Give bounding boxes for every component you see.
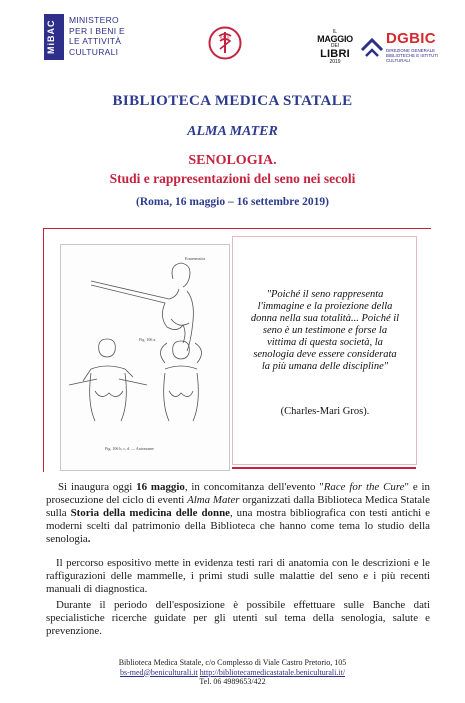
svg-text:B.M.S.: B.M.S. <box>219 35 231 40</box>
footer-address: Biblioteca Medica Statale, c/o Complesso di Viale Castro Pretorio, 105 <box>118 658 347 667</box>
exhibition-dates: (Roma, 16 maggio – 16 settembre 2019) <box>135 196 329 208</box>
exhibition-subtitle: Studi e rappresentazioni del seno nei secoli <box>109 171 356 186</box>
footer-phone: Tel. 06 4989653/422 <box>199 677 266 686</box>
dgbic-mark <box>360 30 384 64</box>
illustration-self-exam <box>60 244 230 471</box>
footer-website-link[interactable]: http://bibliotecamedicastatale.beniculturali.it/ <box>199 667 346 677</box>
mibac-logo <box>44 14 136 60</box>
divider-top <box>43 228 431 229</box>
svg-text:Fig. 106 a.: Fig. 106 a. <box>139 337 157 342</box>
mibac-text: MINISTERO PER I BENI E LE ATTIVITÀ CULTURALI <box>69 15 126 57</box>
library-emblem <box>208 26 242 60</box>
paragraph-intro: Si inaugura oggi 16 maggio, in concomitanza dell'evento "Race for the Cure" e in prosecuzione del ciclo di eventi Alma Mater organizzati dalla Biblioteca Medica Statale sulla Storia della medicina delle donne, una mostra bibliografica con testi antichi e moderni scelti dal patrimonio della Biblioteca che hanno come tema lo studio della senologia. <box>46 481 431 545</box>
exhibition-title: SENOLOGIA. <box>188 153 277 168</box>
paragraph-exhibition: Il percorso espositivo mette in evidenza testi rari di anatomia con le descrizioni e le raffigurazioni delle mammelle, i primi studi sulle malattie del seno e i più recenti manuali di diagnostica. <box>46 557 430 595</box>
divider-left <box>43 228 44 472</box>
quote-text: "Poiché il seno rappresenta l'immagine e la proiezione della donna nella sua totalità... Poiché il seno è un testimone e forse la vittima di questa società, la senologia deve essere considerata la più umana delle discipline" <box>250 289 400 372</box>
quote-author: (Charles-Mari Gros). <box>280 406 370 417</box>
footer-email-link[interactable]: bs-med@beniculturali.it <box>119 667 198 677</box>
mibac-mark: MiBAC <box>44 14 64 60</box>
svg-text:Ermeneutica: Ermeneutica <box>185 256 206 261</box>
library-title: BIBLIOTECA MEDICA STATALE <box>112 93 353 109</box>
divider-bottom <box>232 467 416 469</box>
dgbic-logo: DGBIC DIREZIONE GENERALE BIBLIOTECHE E ISTITUTI CULTURALI <box>360 30 460 64</box>
svg-text:Fig. 106 b, c, d. — Autoesame: Fig. 106 b, c, d. — Autoesame <box>105 446 154 451</box>
series-title: ALMA MATER <box>187 124 278 139</box>
paragraph-services: Durante il periodo dell'esposizione è possibile effettuare sulle Banche dati specialistiche ricerche guidate per gli utenti sul tema della senologia, salute e prevenzione. <box>46 599 430 637</box>
maggio-dei-libri-logo: IL MAGGIO DEI LIBRI 2019 <box>317 29 353 65</box>
footer <box>0 658 465 687</box>
